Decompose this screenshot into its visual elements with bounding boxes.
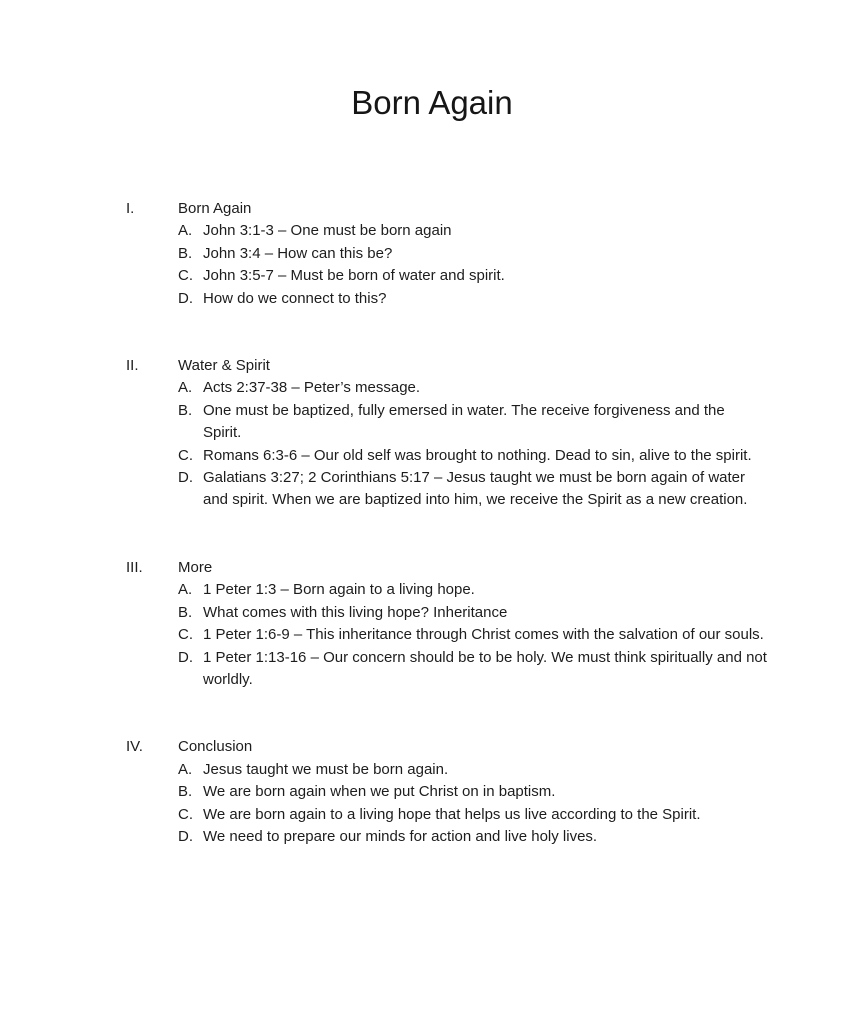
item-text: John 3:1-3 – One must be born again	[203, 222, 452, 240]
item-letter: D.	[178, 469, 193, 487]
outline-item	[178, 781, 767, 803]
item-text: One must be baptized, fully emersed in water. The receive forgiveness and the Spirit.	[203, 401, 725, 442]
section-head	[126, 736, 767, 758]
section-head	[126, 198, 767, 220]
outline-section	[126, 355, 767, 512]
section-head	[126, 557, 767, 579]
section-heading: Born Again	[178, 200, 252, 217]
item-text: 1 Peter 1:13-16 – Our concern should be to be holy. We must think spiritually and not worldly.	[203, 648, 767, 688]
item-letter: A.	[178, 379, 193, 397]
item-letter: C.	[178, 446, 193, 464]
item-letter: C.	[178, 626, 193, 644]
section-items	[126, 220, 767, 310]
item-letter: B.	[178, 783, 193, 801]
item-letter: D.	[178, 648, 193, 666]
outline-item	[178, 804, 767, 826]
outline-item	[178, 579, 767, 601]
outline-item	[178, 602, 767, 624]
section-items	[126, 377, 767, 511]
item-letter: C.	[178, 805, 193, 823]
outline-section	[126, 736, 767, 848]
item-letter: B.	[178, 401, 193, 419]
item-letter: A.	[178, 760, 193, 778]
section-numeral: I.	[126, 200, 135, 217]
section-numeral: IV.	[126, 738, 143, 756]
item-letter: A.	[178, 581, 193, 599]
outline-item	[178, 445, 767, 467]
item-letter: B.	[178, 603, 193, 621]
item-text: John 3:4 – How can this be?	[203, 244, 393, 262]
item-text: Romans 6:3-6 – Our old self was brought to nothing. Dead to sin, alive to the spirit.	[203, 446, 752, 464]
item-text: We are born again when we put Christ on in baptism.	[203, 783, 556, 801]
item-letter: D.	[178, 827, 193, 845]
outline-item	[178, 220, 767, 242]
document-title: Born Again	[351, 84, 513, 121]
item-text: Acts 2:37-38 – Peter’s message.	[203, 379, 421, 397]
outline-item	[178, 647, 767, 692]
item-text: 1 Peter 1:3 – Born again to a living hope.	[203, 581, 475, 599]
item-text: What comes with this living hope? Inheritance	[203, 603, 508, 621]
outline-item	[178, 467, 767, 512]
section-heading: Conclusion	[178, 738, 253, 756]
section-numeral: II.	[126, 357, 139, 375]
item-letter: A.	[178, 222, 193, 240]
outline-item	[178, 400, 767, 445]
outline	[0, 198, 864, 848]
item-text: Galatians 3:27; 2 Corinthians 5:17 – Jesus taught we must be born again of water and spirit. When we are baptized into him, we receive the Spirit as a new creation.	[203, 469, 748, 509]
item-text: 1 Peter 1:6-9 – This inheritance through Christ comes with the salvation of our souls.	[203, 626, 764, 644]
outline-item	[178, 624, 767, 646]
outline-item	[178, 377, 767, 399]
outline-section	[126, 198, 767, 310]
item-text: We need to prepare our minds for action and live holy lives.	[203, 827, 598, 845]
section-heading: More	[178, 558, 213, 576]
outline-item	[178, 288, 767, 310]
section-heading: Water & Spirit	[178, 357, 270, 375]
outline-item	[178, 265, 767, 287]
item-letter: D.	[178, 289, 193, 307]
outline-item	[178, 759, 767, 781]
outline-item	[178, 243, 767, 265]
item-letter: B.	[178, 244, 193, 262]
section-items	[126, 759, 767, 849]
section-items	[126, 579, 767, 691]
item-text: How do we connect to this?	[203, 289, 387, 307]
item-text: Jesus taught we must be born again.	[203, 760, 449, 778]
outline-section	[126, 557, 767, 691]
outline-item	[178, 826, 767, 848]
item-letter: C.	[178, 267, 193, 285]
section-head	[126, 355, 767, 377]
item-text: John 3:5-7 – Must be born of water and spirit.	[203, 267, 505, 285]
item-text: We are born again to a living hope that helps us live according to the Spirit.	[203, 805, 701, 823]
section-numeral: III.	[126, 558, 143, 576]
